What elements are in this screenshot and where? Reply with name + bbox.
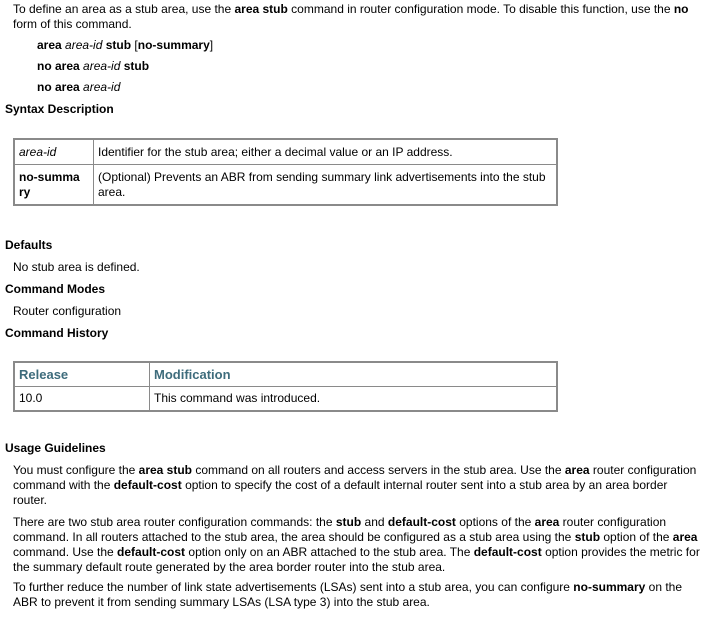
usage-paragraph-2: There are two stub area router configuration commands: the stub and default-cost options of the area router configuration command. In all routers attached to the stub area, the area should be configured as a stub area using the stub option of the area command. Use the default-cost option only on an ABR attached to the stub area. The default-cost option provides the metric for the summary default route generated by the area border router into the stub area. [13, 515, 700, 574]
usage-paragraph-1: You must configure the area stub command on all routers and access servers in the stub area. Use the area router configuration command with the default-cost option to specify the cost of a default internal router sent into a stub area by an area border router. [13, 463, 697, 507]
heading-syntax-description: Syntax Description [5, 102, 114, 116]
table-row [14, 387, 557, 412]
modification-cell: This command was introduced. [150, 387, 558, 412]
heading-usage-guidelines: Usage Guidelines [5, 441, 106, 455]
heading-defaults: Defaults [5, 238, 53, 252]
syntax-term: no-summary [14, 165, 94, 206]
table-row [14, 139, 557, 165]
defaults-text: No stub area is defined. [13, 260, 140, 274]
column-header-release: Release [14, 362, 150, 387]
usage-paragraph-3: To further reduce the number of link state advertisements (LSAs) sent into a stub area, you can configure no-summary on the ABR to prevent it from sending summary LSAs (LSA type 3) into the stub area. [13, 580, 683, 609]
command-modes-text: Router configuration [13, 304, 122, 318]
command-history-table [13, 361, 558, 412]
heading-command-history: Command History [5, 326, 109, 340]
syntax-desc: (Optional) Prevents an ABR from sending summary link advertisements into the stub area. [94, 165, 558, 206]
syntax-line-no-area-stub: no area area-id stub [37, 59, 150, 73]
release-cell: 10.0 [14, 387, 150, 412]
syntax-line-no-area: no area area-id [37, 80, 121, 94]
intro-paragraph: To define an area as a stub area, use the area stub command in router configuration mode. To disable this function, use the no form of this command. [13, 2, 689, 31]
syntax-line-area-stub: area area-id stub [no-summary] [37, 38, 214, 52]
syntax-term: area-id [14, 139, 94, 165]
heading-command-modes: Command Modes [5, 282, 106, 296]
syntax-desc: Identifier for the stub area; either a decimal value or an IP address. [94, 139, 558, 165]
table-row [14, 165, 557, 206]
table-header-row [14, 362, 557, 387]
syntax-description-table [13, 138, 558, 206]
column-header-modification: Modification [150, 362, 558, 387]
